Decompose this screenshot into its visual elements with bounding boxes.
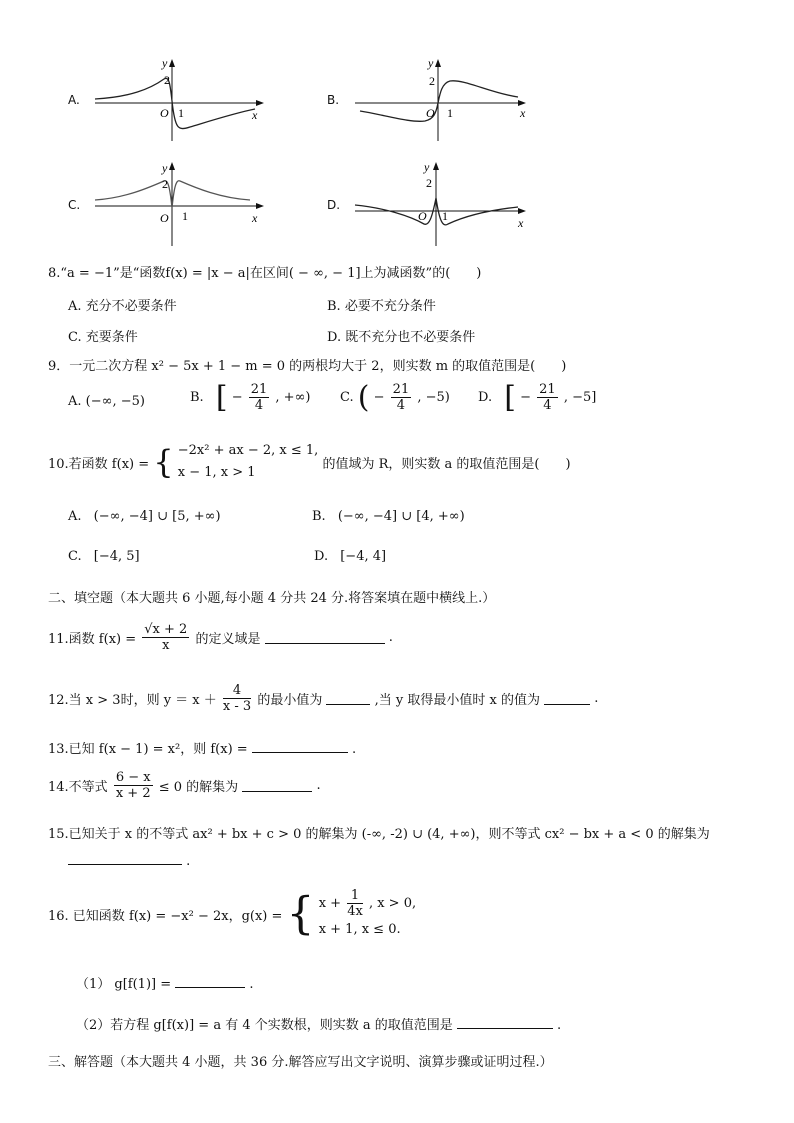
q16-case1-pre: x + — [318, 895, 342, 911]
q16-p1-end: . — [249, 977, 254, 992]
q9-d-fraction — [537, 382, 558, 413]
q9-b-num: 21 — [250, 382, 268, 397]
graph-a-one: 1 — [178, 106, 184, 120]
q9-c-left-paren: ( — [357, 379, 370, 415]
q8-option-a: A. 充分不必要条件 — [68, 299, 177, 314]
option-c-label: C. — [68, 198, 81, 212]
q12-min-blank[interactable] — [326, 692, 370, 705]
section-3-heading: 三、解答题（本大题共 4 小题，共 36 分.解答应写出文字说明、演算步骤或证明过程.） — [48, 1055, 553, 1070]
q16-case1-num: 1 — [347, 888, 363, 904]
q10-b-label: B. — [312, 509, 326, 524]
graph-b — [350, 55, 535, 145]
q10-a-value: (−∞, −4] ∪ [5, +∞) — [93, 509, 221, 524]
graph-d-origin: O — [418, 209, 427, 223]
graph-b-y: y — [428, 56, 434, 70]
q12-mid: 的最小值为 — [257, 693, 323, 708]
q8-option-c: C. 充要条件 — [68, 330, 138, 345]
q8-stem: 8.“a = −1”是“函数f(x) = |x − a|在区间( − ∞, − 1]上为减函数”的( ) — [48, 266, 482, 281]
q16-part2 — [76, 1014, 561, 1033]
q14-end: . — [316, 778, 321, 793]
graph-a — [90, 55, 270, 145]
graph-a-origin: O — [160, 106, 169, 120]
q16-cases — [319, 888, 416, 941]
q13-pre: 13.已知 f(x − 1) = x²，则 f(x) = — [48, 742, 248, 757]
graph-c-two: 2 — [162, 177, 168, 191]
graph-c-one: 1 — [182, 209, 188, 223]
q13-end: . — [351, 742, 357, 757]
graph-a-x: x — [252, 108, 258, 122]
q16-p2-end: . — [557, 1018, 562, 1033]
q16-pre: 16. 已知函数 f(x) = −x² − 2x，g(x) = — [48, 909, 283, 924]
q11-pre: 11.函数 f(x) = — [48, 632, 137, 647]
q9-d-right: , −5] — [563, 390, 597, 405]
graph-b-one: 1 — [447, 106, 453, 120]
q12-num: 4 — [223, 683, 251, 699]
q10-brace: { — [153, 443, 174, 481]
q10-option-a — [68, 509, 221, 524]
q10-post: 的值域为 R，则实数 a 的取值范围是( ) — [322, 456, 571, 472]
option-b-label: B. — [327, 93, 340, 107]
q9-c-right: , −5) — [417, 390, 450, 405]
graph-c — [90, 158, 270, 248]
q10-b-value: (−∞, −4] ∪ [4, +∞) — [337, 509, 465, 524]
graph-d-two: 2 — [426, 176, 432, 190]
graph-d — [350, 158, 535, 248]
q14-answer-blank[interactable] — [242, 779, 312, 792]
graph-c-origin: O — [160, 211, 169, 225]
q10-d-label: D. — [314, 549, 329, 564]
graph-b-two: 2 — [429, 74, 435, 88]
q9-option-c — [340, 379, 450, 415]
graph-a-y: y — [162, 56, 168, 70]
q16-case1-fraction — [347, 888, 363, 919]
q16-p1-answer-blank[interactable] — [175, 975, 245, 988]
graph-a-two: 2 — [164, 73, 170, 87]
graph-c-x: x — [252, 211, 258, 225]
q10-c-label: C. — [68, 549, 82, 564]
option-d-label: D. — [327, 198, 341, 212]
q14-mid: ≤ 0 的解集为 — [158, 780, 239, 795]
q16-p2-text: （2）若方程 g[f(x)] = a 有 4 个实数根，则实数 a 的取值范围是 — [76, 1018, 453, 1033]
q14-fraction — [114, 770, 153, 801]
q10-stem — [48, 440, 571, 484]
q12-x-blank[interactable] — [544, 692, 590, 705]
q16-case1-post: , x > 0, — [368, 895, 417, 911]
q9-a-value: (−∞, −5) — [85, 394, 145, 409]
q16-p1-text: （1） g[f(1)] = — [76, 977, 172, 992]
q14 — [48, 770, 321, 801]
graph-c-y: y — [162, 161, 168, 175]
section-2-heading: 二、填空题（本大题共 6 小题,每小题 4 分共 24 分.将答案填在题中横线上.） — [48, 591, 496, 606]
q14-den: x + 2 — [115, 786, 151, 801]
q9-d-left-bracket: [ — [504, 379, 516, 415]
option-a-label: A. — [68, 93, 80, 107]
graph-b-x: x — [520, 106, 526, 120]
q12-mid2: ,当 y 取得最小值时 x 的值为 — [374, 693, 540, 708]
q10-case2: x − 1, x > 1 — [177, 465, 256, 480]
q10-option-d — [314, 549, 386, 564]
q10-c-value: [−4, 5] — [93, 549, 140, 564]
q9-b-minus: − — [231, 390, 243, 405]
q9-option-d — [478, 379, 597, 415]
q9-d-minus: − — [520, 390, 531, 405]
q10-option-c — [68, 549, 140, 564]
q9-stem: 9．一元二次方程 x² − 5x + 1 − m = 0 的两根均大于 2，则实数 m 的取值范围是( ) — [48, 359, 567, 374]
q16-p2-answer-blank[interactable] — [457, 1016, 553, 1029]
q9-c-label: C. — [340, 390, 354, 405]
q10-option-b — [312, 509, 465, 524]
q9-b-fraction — [249, 382, 270, 413]
q14-pre: 14.不等式 — [48, 780, 108, 795]
q9-d-label: D. — [478, 390, 493, 405]
q10-cases — [178, 440, 319, 484]
q9-c-minus: − — [373, 390, 385, 405]
q9-b-label: B. — [190, 390, 204, 405]
q16-case1-den: 4x — [347, 904, 363, 919]
q15-end: . — [186, 854, 191, 869]
q9-option-b — [190, 379, 311, 415]
q10-d-value: [−4, 4] — [340, 549, 387, 564]
q16-case2: x + 1, x ≤ 0. — [318, 922, 401, 937]
q12 — [48, 683, 598, 714]
q10-case1: −2x² + ax − 2, x ≤ 1, — [177, 443, 319, 458]
q11 — [48, 622, 393, 653]
q11-den: x — [162, 638, 170, 653]
graph-d-y: y — [424, 160, 430, 174]
q16-stem — [48, 888, 416, 941]
q15-line2 — [68, 852, 190, 869]
q9-option-a — [68, 394, 145, 409]
q9-a-label: A. — [68, 394, 82, 409]
q13-answer-blank[interactable] — [252, 740, 348, 753]
q9-c-den: 4 — [396, 398, 406, 413]
graph-b-origin: O — [426, 106, 435, 120]
q13 — [48, 738, 356, 757]
q9-b-left-bracket: [ — [215, 379, 228, 415]
q16-case1 — [319, 888, 416, 919]
q11-answer-blank[interactable] — [265, 631, 385, 644]
q12-den: x - 3 — [222, 699, 252, 714]
q10-pre: 10.若函数 f(x) = — [48, 456, 150, 472]
q16-brace: { — [286, 888, 315, 940]
q16-part1 — [76, 973, 254, 992]
q8-option-d: D. 既不充分也不必要条件 — [327, 330, 476, 345]
graph-d-one: 1 — [442, 209, 448, 223]
q15-answer-blank[interactable] — [68, 852, 182, 865]
q9-b-den: 4 — [254, 398, 264, 413]
q11-end: . — [388, 630, 393, 645]
q12-fraction — [223, 683, 251, 714]
q8-option-b: B. 必要不充分条件 — [327, 299, 436, 314]
q9-b-right: , +∞) — [275, 390, 311, 405]
q15-line1: 15.已知关于 x 的不等式 ax² + bx + c > 0 的解集为 (‑∞, ‑2) ∪ (4, +∞)，则不等式 cx² − bx + a < 0 的解集为 — [48, 827, 710, 842]
q10-a-label: A. — [68, 509, 82, 524]
q9-c-fraction — [391, 382, 412, 413]
q11-post: 的定义域是 — [195, 632, 261, 647]
q9-d-den: 4 — [543, 398, 552, 413]
q11-num: √x + 2 — [144, 622, 188, 637]
q12-pre: 12.当 x > 3时，则 y ＝ x ＋ — [48, 693, 217, 708]
q14-num: 6 − x — [115, 770, 151, 785]
graph-d-x: x — [518, 216, 524, 230]
q12-end: . — [594, 691, 599, 706]
q11-fraction — [142, 622, 189, 653]
q9-c-num: 21 — [392, 382, 410, 397]
q9-d-num: 21 — [539, 382, 556, 397]
